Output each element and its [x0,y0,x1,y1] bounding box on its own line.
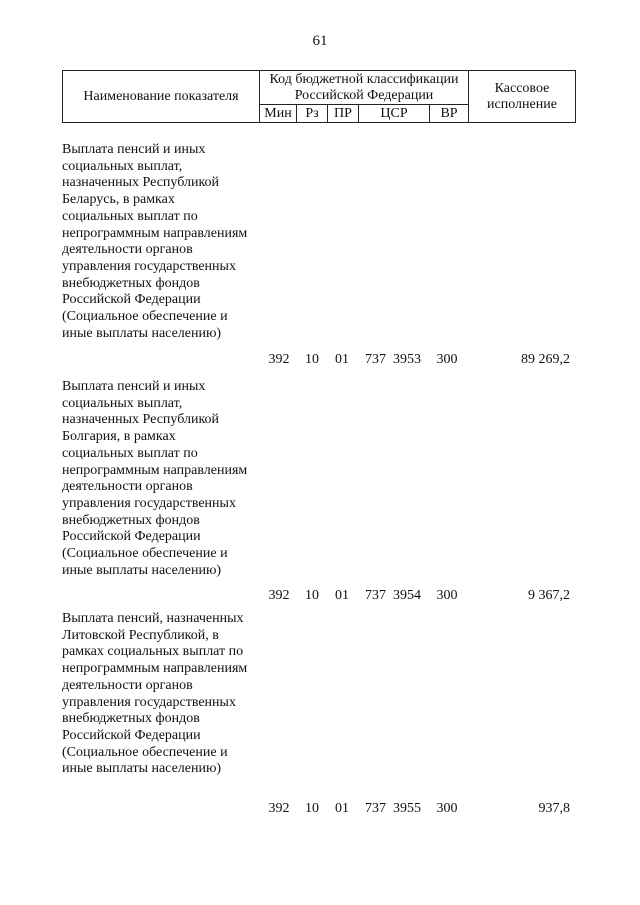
page-number: 61 [312,33,328,49]
cell-vr: 300 [436,352,458,367]
cell-pr: 01 [335,352,349,367]
cell-rz: 10 [305,801,319,816]
cell-amount: 9 367,2 [528,588,570,603]
table-header [62,70,576,123]
cell-amount: 89 269,2 [521,352,570,367]
cell-pr: 01 [335,588,349,603]
cell-min: 392 [268,588,290,603]
table-row [62,142,576,372]
header-min: Мин [260,105,297,123]
cell-amount: 937,8 [538,801,570,816]
cell-vr: 300 [436,801,458,816]
cell-csr: 737 3953 [365,352,421,367]
cell-csr: 737 3955 [365,801,421,816]
cell-vr: 300 [436,588,458,603]
header-csr: ЦСР [359,105,430,123]
row-name: Выплата пенсий и иных социальных выплат, назначенных Республикой Беларусь, в рамках социальных выплат по непрограммным направлениям деятельности органов управления государственных внебюджетных фондов Российской Федерации (Социальное обеспечение и иные выплаты населению) [62,142,248,341]
header-code-group: Код бюджетной классификации Российской Федерации [260,71,469,105]
cell-min: 392 [268,352,290,367]
cell-csr: 737 3954 [365,588,421,603]
table-row [62,611,576,826]
cell-pr: 01 [335,801,349,816]
header-rz: Рз [297,105,328,123]
row-name: Выплата пенсий, назначенных Литовской Республикой, в рамках социальных выплат по непрограммным направлениям деятельности органов управления государственных внебюджетных фондов Российской Федерации (Социальное обеспечение и иные выплаты населению) [62,611,248,777]
cell-rz: 10 [305,588,319,603]
row-name: Выплата пенсий и иных социальных выплат, назначенных Республикой Болгария, в рамках социальных выплат по непрограммным направлениям деятельности органов управления государственных внебюджетных фондов Российской Федерации (Социальное обеспечение и иные выплаты населению) [62,379,248,578]
header-vr: ВР [430,105,469,123]
cell-rz: 10 [305,352,319,367]
cell-min: 392 [268,801,290,816]
header-pr: ПР [328,105,359,123]
header-amount-column: Кассовое исполнение [469,71,576,123]
header-name-column: Наименование показателя [63,71,260,123]
table-row [62,379,576,609]
